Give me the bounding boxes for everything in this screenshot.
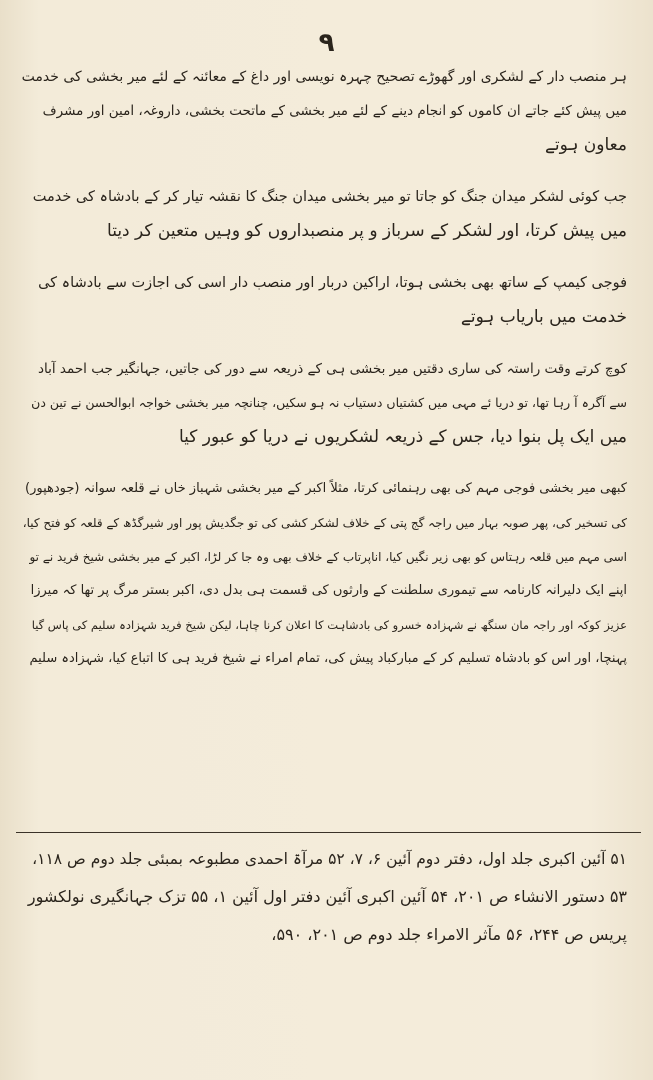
text-line: پہنچا، اور اس کو بادشاہ تسلیم کر کے مبارکباد پیش کی، تمام امراء نے شیخ فرید ہی کا اتباع کیا، شہزادہ سلیم (29, 651, 627, 666)
text-line: اسی مہم میں قلعہ رہتاس کو بھی زیر نگیں کیا، اناپرتاب کے خلاف بھی وہ جا کر لڑا، اکبر کے میر بخشی شیخ فرید نے تو (29, 550, 627, 564)
text-line: میں پیش کئے جاتے ان کاموں کو انجام دینے کے لئے میر بخشی کے ماتحت بخشی، داروغہ، امین اور مشرف (42, 103, 627, 119)
page-number: ۹ (318, 28, 335, 58)
text-line: ہر منصب دار کے لشکری اور گھوڑے تصحیح چہرہ نویسی اور داغ کے معائنہ کے لئے میر بخشی کی خدمت (22, 69, 627, 85)
footnote-line: پریس ص ۲۴۴، ۵۶ مآثر الامراء جلد دوم ص ۲۰۱، ۵۹۰، (271, 925, 627, 944)
footnote-line: ۵۳ دستور الانشاء ص ۲۰۱، ۵۴ آئین اکبری آئین دفتر اول آئین ۱، ۵۵ تزک جہانگیری نولکشور (27, 887, 627, 906)
text-line: خدمت میں باریاب ہوتے (460, 307, 627, 327)
text-line: فوجی کیمپ کے ساتھ بھی بخشی ہوتا، اراکین دربار اور منصب دار اسی کی اجازت سے بادشاہ کی (38, 275, 627, 291)
text-line: جب کوئی لشکر میدان جنگ کو جاتا تو میر بخشی میدان جنگ کا نقشہ تیار کر کے بادشاہ کی خدمت (32, 189, 627, 205)
text-line: کبھی میر بخشی فوجی مہم کی بھی رہنمائی کرتا، مثلاً اکبر کے میر بخشی شہباز خاں نے قلعہ سوانہ (جودھپور) (25, 481, 627, 496)
paragraph-4 (22, 352, 627, 454)
paragraph-3 (22, 266, 627, 334)
paragraph-5 (22, 472, 627, 676)
footnote-divider (16, 832, 641, 833)
text-line: کی تسخیر کی، پھر صوبہ بہار میں راجہ گج پتی کے خلاف لشکر کشی کی تو جگدیش پور اور شیرگڈھ کے قلعہ کو فتح کیا، (22, 516, 627, 530)
paragraph-2 (22, 180, 627, 248)
text-line: معاون ہوتے (544, 135, 627, 155)
paragraph-1 (22, 60, 627, 162)
body-text (22, 60, 627, 676)
text-line: میں ایک پل بنوا دیا، جس کے ذریعہ لشکریوں نے دریا کو عبور کیا (179, 427, 627, 447)
text-line: کوچ کرتے وقت راستہ کی ساری دقتیں میر بخشی ہی کے ذریعہ سے دور کی جاتیں، جہانگیر جب احمد آباد (38, 361, 627, 377)
text-line: سے آگرہ آ رہا تھا، تو دریا ئے مہی میں کشتیاں دستیاب نہ ہو سکیں، چنانچہ میر بخشی خواجہ ابوالحسن نے تین دن (31, 395, 627, 410)
footnotes (22, 840, 627, 954)
text-line: عزیز کوکہ اور راجہ مان سنگھ نے شہزادہ خسرو کی بادشاہت کا اعلان کرنا چاہا، لیکن شیخ فرید شہزادہ سلیم کی پاس گیا (31, 618, 627, 632)
text-line: میں پیش کرتا، اور لشکر کے سرباز و پر منصبداروں کو وہیں متعین کر دیتا (107, 221, 627, 241)
text-line: اپنے ایک دلیرانہ کارنامہ سے تیموری سلطنت کے وارثوں کی قسمت ہی بدل دی، اکبر بستر مرگ پر تھا کہ میرزا (30, 583, 627, 598)
footnote-line: ۵۱ آئین اکبری جلد اول، دفتر دوم آئین ۶، ۷، ۵۲ مرآۃ احمدی مطبوعہ بمبئی جلد دوم ص ۱۱۸، (32, 850, 627, 868)
